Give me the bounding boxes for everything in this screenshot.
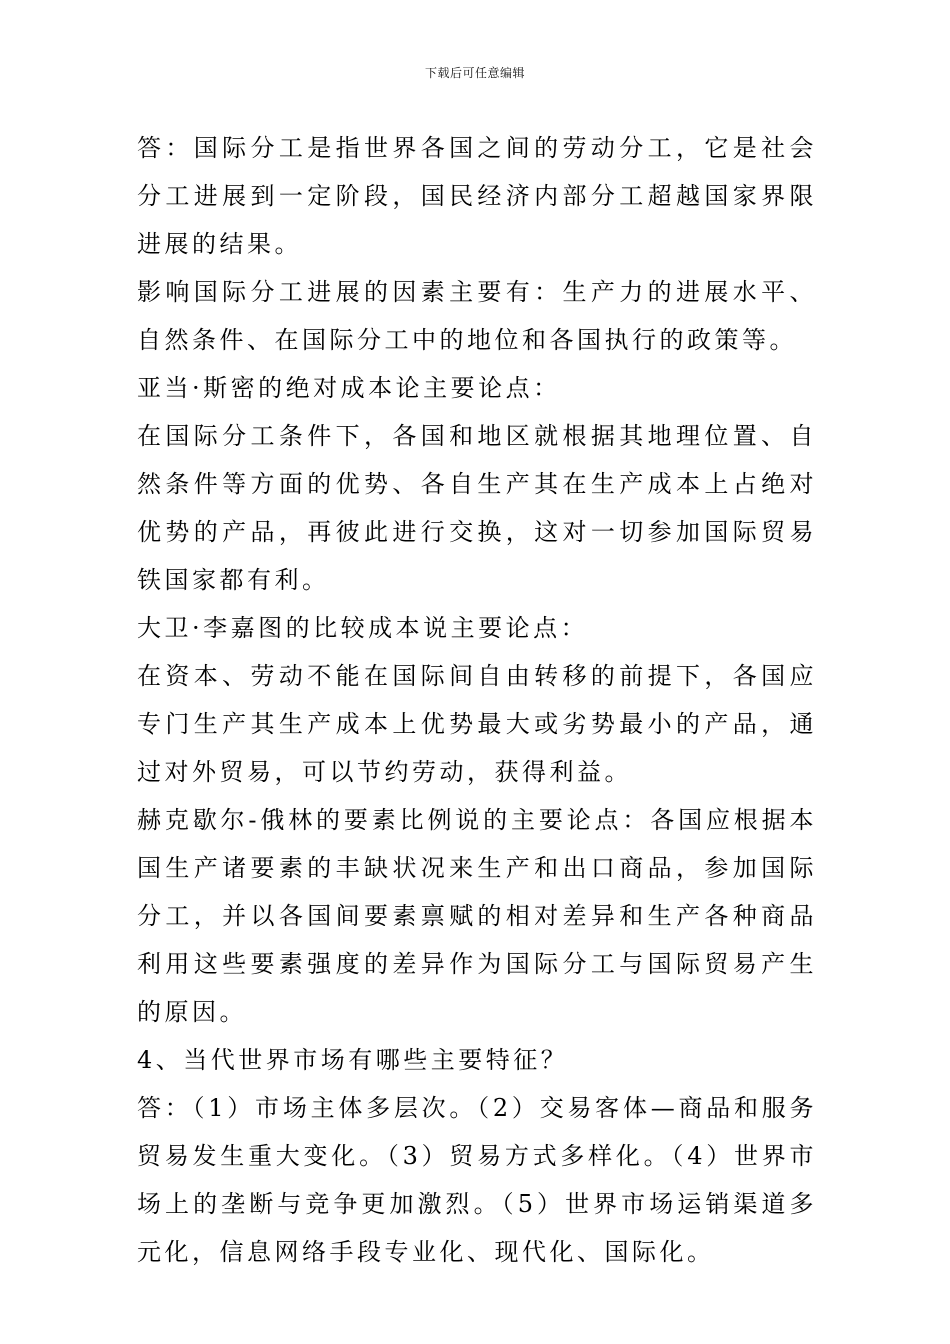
paragraph-smith-heading: 亚当·斯密的绝对成本论主要论点： — [137, 374, 561, 402]
paragraph-ricardo-heading: 大卫·李嘉图的比较成本说主要论点： — [137, 614, 589, 642]
paragraph-answer-definition: 答：国际分工是指世界各国之间的劳动分工，它是社会分工进展到一定阶段，国民经济内部分工超越国家界限进展的结果。 — [137, 134, 817, 258]
paragraph-question-4: 4、当代世界市场有哪些主要特征？ — [137, 1046, 569, 1074]
paragraph-smith-content: 在国际分工条件下，各国和地区就根据其地理位置、自然条件等方面的优势、各自生产其在生产成本上占绝对优势的产品，再彼此进行交换，这对一切参加国际贸易铁国家都有利。 — [137, 422, 817, 594]
paragraph-heckscher-ohlin: 赫克歇尔-俄林的要素比例说的主要论点：各国应根据本国生产诸要素的丰缺状况来生产和出口商品，参加国际分工，并以各国间要素禀赋的相对差异和生产各种商品利用这些要素强度的差异作为国际分工与国际贸易产生的原因。 — [137, 806, 817, 1026]
document-body — [137, 124, 817, 1276]
paragraph-ricardo-content: 在资本、劳动不能在国际间自由转移的前提下，各国应专门生产其生产成本上优势最大或劣势最小的产品，通过对外贸易，可以节约劳动，获得利益。 — [137, 662, 817, 786]
paragraph-answer-4: 答：（1）市场主体多层次。（2）交易客体—商品和服务贸易发生重大变化。（3）贸易方式多样化。（4）世界市场上的垄断与竞争更加激烈。（5）世界市场运销渠道多元化，信息网络手段专业化、现代化、国际化。 — [137, 1094, 817, 1266]
page-header: 下载后可任意编辑 — [424, 66, 525, 80]
paragraph-influencing-factors: 影响国际分工进展的因素主要有：生产力的进展水平、自然条件、在国际分工中的地位和各国执行的政策等。 — [137, 278, 817, 354]
